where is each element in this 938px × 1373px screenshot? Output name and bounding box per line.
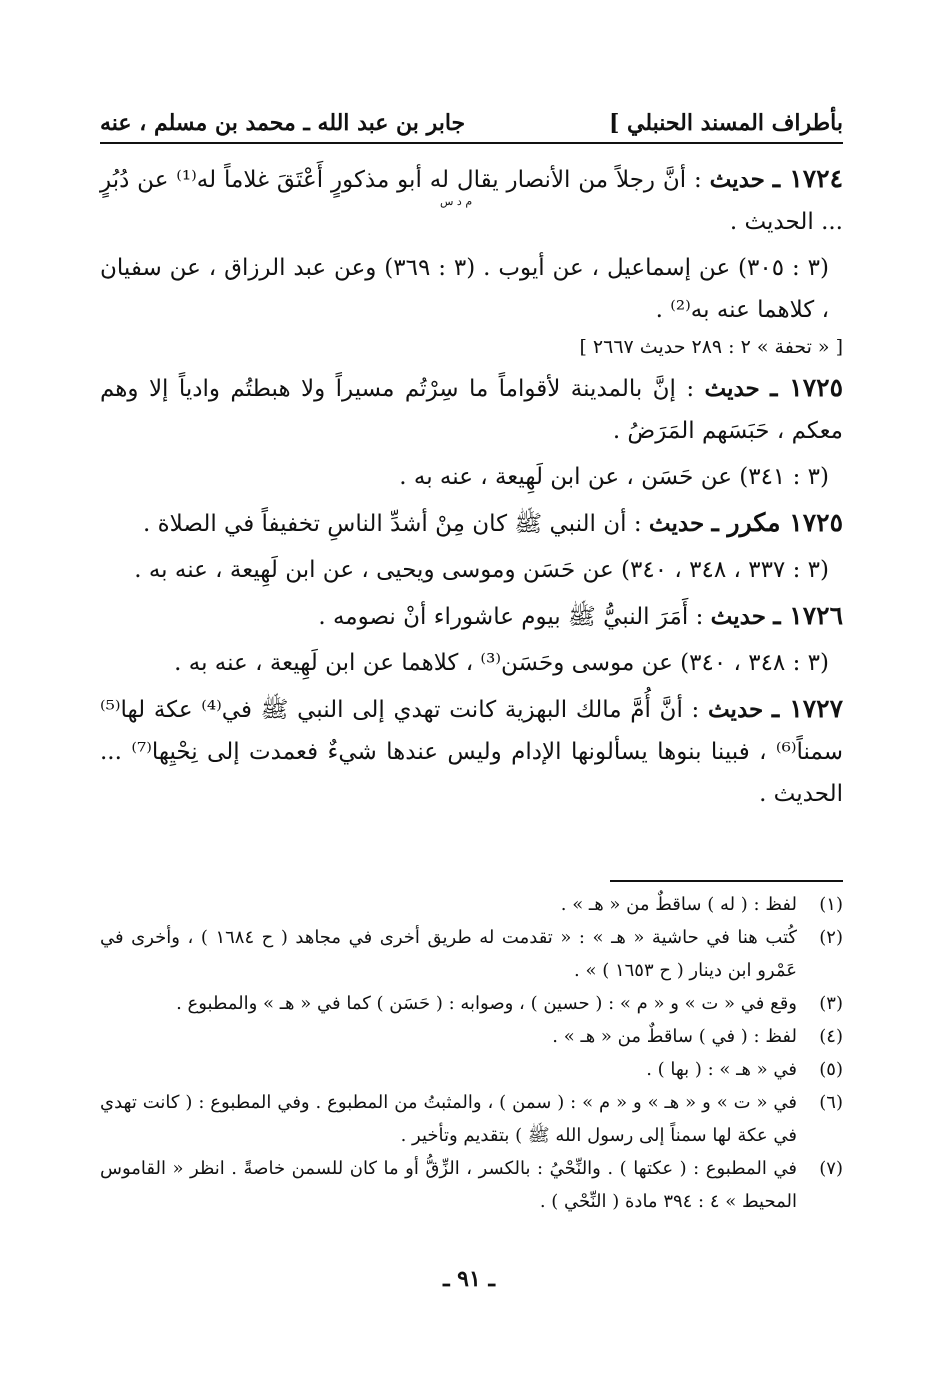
- footnote-3: [100, 987, 843, 1020]
- source-line: (٣ : ٣٤٨ ، ٣٤٠) عن موسى وحَسَن⁽³⁾ ، كلاهما عن ابن لَهِيعة ، عنه به .: [174, 650, 829, 676]
- source-line: (٣ : ٣٣٧ ، ٣٤٨ ، ٣٤٠) عن حَسَن وموسى ويحيى ، عن ابن لَهِيعة ، عنه به .: [134, 557, 829, 583]
- rumuz-mark: م د س: [440, 195, 473, 208]
- footnote-number: (٧): [819, 1158, 843, 1179]
- footnote-text: لفظ : ( في ) ساقطٌ من « هـ » .: [552, 1026, 797, 1047]
- hadith-text: : أَمَرَ النبيُّ ﷺ بيوم عاشوراء أنْ نصومه .: [318, 604, 704, 630]
- footnote-5: [100, 1053, 843, 1086]
- hadith-1724: [100, 158, 843, 243]
- hadith-number: ١٧٢٧ ـ: [771, 694, 844, 723]
- tuhfa-reference: [ « تحفة » ٢ : ٢٨٩ حديث ٢٦٦٧ ]: [579, 336, 843, 358]
- header-book-title: بأطراف المسند الحنبلي ]: [608, 110, 843, 136]
- hadith-1725-repeat: [100, 502, 843, 545]
- footnote-text: في المطبوع : ( عكتها ) . والنِّحْيُ : بالكسر ، الزِّقُّ أو ما كان للسمن خاصةً . انظر « القاموس المحيط » ٤ : ٣٩٤ مادة ( النِّحْي ) .: [100, 1158, 797, 1212]
- hadith-number: ١٧٢٤ ـ: [772, 164, 844, 193]
- footnote-7: [100, 1152, 843, 1218]
- hadith-1727: [100, 688, 843, 815]
- hadith-text: : أنَّ أُمَّ مالك البهزية كانت تهدي إلى النبي ﷺ في⁽⁴⁾ عكة لها⁽⁵⁾ سمناً⁽⁶⁾ ، فبينا بنوها يسألونها الإدام وليس عندها شيءٌ فعمدت إلى نِحْيِها⁽⁷⁾ ... الحديث .: [100, 697, 843, 807]
- footnote-number: (٣): [819, 993, 843, 1014]
- footnote-text: وقع في « ت » و « م » : ( حسين ) ، وصوابه : ( حَسَن ) كما في « هـ » والمطبوع .: [176, 993, 797, 1014]
- hadith-keyword: حديث: [707, 696, 764, 723]
- footnote-number: (٤): [819, 1026, 843, 1047]
- footnote-number: (٥): [819, 1059, 843, 1080]
- footnote-text: في « هـ » : ( بها ) .: [646, 1059, 797, 1080]
- hadith-number: ١٧٢٥ مكرر ـ: [711, 508, 843, 537]
- footnote-2: [100, 921, 843, 987]
- hadith-1726: [100, 595, 843, 638]
- footnote-number: (٢): [819, 927, 843, 948]
- hadith-number: ١٧٢٦ ـ: [773, 601, 843, 630]
- hadith-number: ١٧٢٥ ـ: [770, 373, 844, 402]
- hadith-keyword: حديث: [704, 375, 760, 402]
- main-text: [100, 158, 843, 819]
- hadith-text: : إنَّ بالمدينة لأقواماً ما سِرْتُم مسيراً ولا هبطتُم وادياً إلا وهم معكم ، حَبَسَهم المَرَضُ .: [100, 376, 843, 444]
- footnote-text: كُتب هنا في حاشية « هـ » : « تقدمت له طريق أخرى في مجاهد ( ح ١٦٨٤ ) ، وأخرى في عَمْرو ابن دينار ( ح ١٦٥٣ ) » .: [100, 927, 798, 981]
- hadith-1725: [100, 367, 843, 452]
- footnote-number: (١): [819, 894, 843, 915]
- footnote-6: [100, 1086, 843, 1152]
- footnote-separator: [610, 880, 843, 882]
- hadith-keyword: حديث: [709, 166, 765, 193]
- source-line: (٣ : ٣٤١) عن حَسَن ، عن ابن لَهِيعة ، عنه به .: [399, 464, 829, 490]
- hadith-keyword: حديث: [710, 603, 766, 630]
- footnotes: [100, 888, 843, 1218]
- hadith-text: : أنَّ رجلاً من الأنصار يقال له أبو مذكورٍ أَعْتَقَ غلاماً له⁽¹⁾ عن دُبُرٍ ... الحديث .: [100, 167, 843, 235]
- footnote-text: لفظ : ( له ) ساقطٌ من « هـ » .: [560, 894, 797, 915]
- hadith-keyword: حديث: [648, 510, 705, 537]
- footnote-1: [100, 888, 843, 921]
- hadith-text: : أن النبي ﷺ كان مِنْ أشدِّ الناسِ تخفيفاً في الصلاة .: [143, 511, 642, 537]
- source-line: (٣ : ٣٠٥) عن إسماعيل ، عن أيوب . (٣ : ٣٦٩) وعن عبد الرزاق ، عن سفيان ، كلاهما عنه به⁽²⁾ .: [100, 255, 829, 323]
- page-number: ـ ٩١ ـ: [443, 1266, 495, 1292]
- footnote-text: في « ت » و « هـ » و « م » : ( سمن ) ، والمثبتُ من المطبوع . وفي المطبوع : ( كانت تهدي في عكة لها سمناً إلى رسول الله ﷺ ) بتقديم وتأخير .: [100, 1092, 797, 1146]
- footnote-number: (٦): [819, 1092, 843, 1113]
- running-header: [100, 96, 843, 144]
- header-chapter-title: جابر بن عبد الله ـ محمد بن مسلم ، عنه: [100, 110, 466, 136]
- footnote-4: [100, 1020, 843, 1053]
